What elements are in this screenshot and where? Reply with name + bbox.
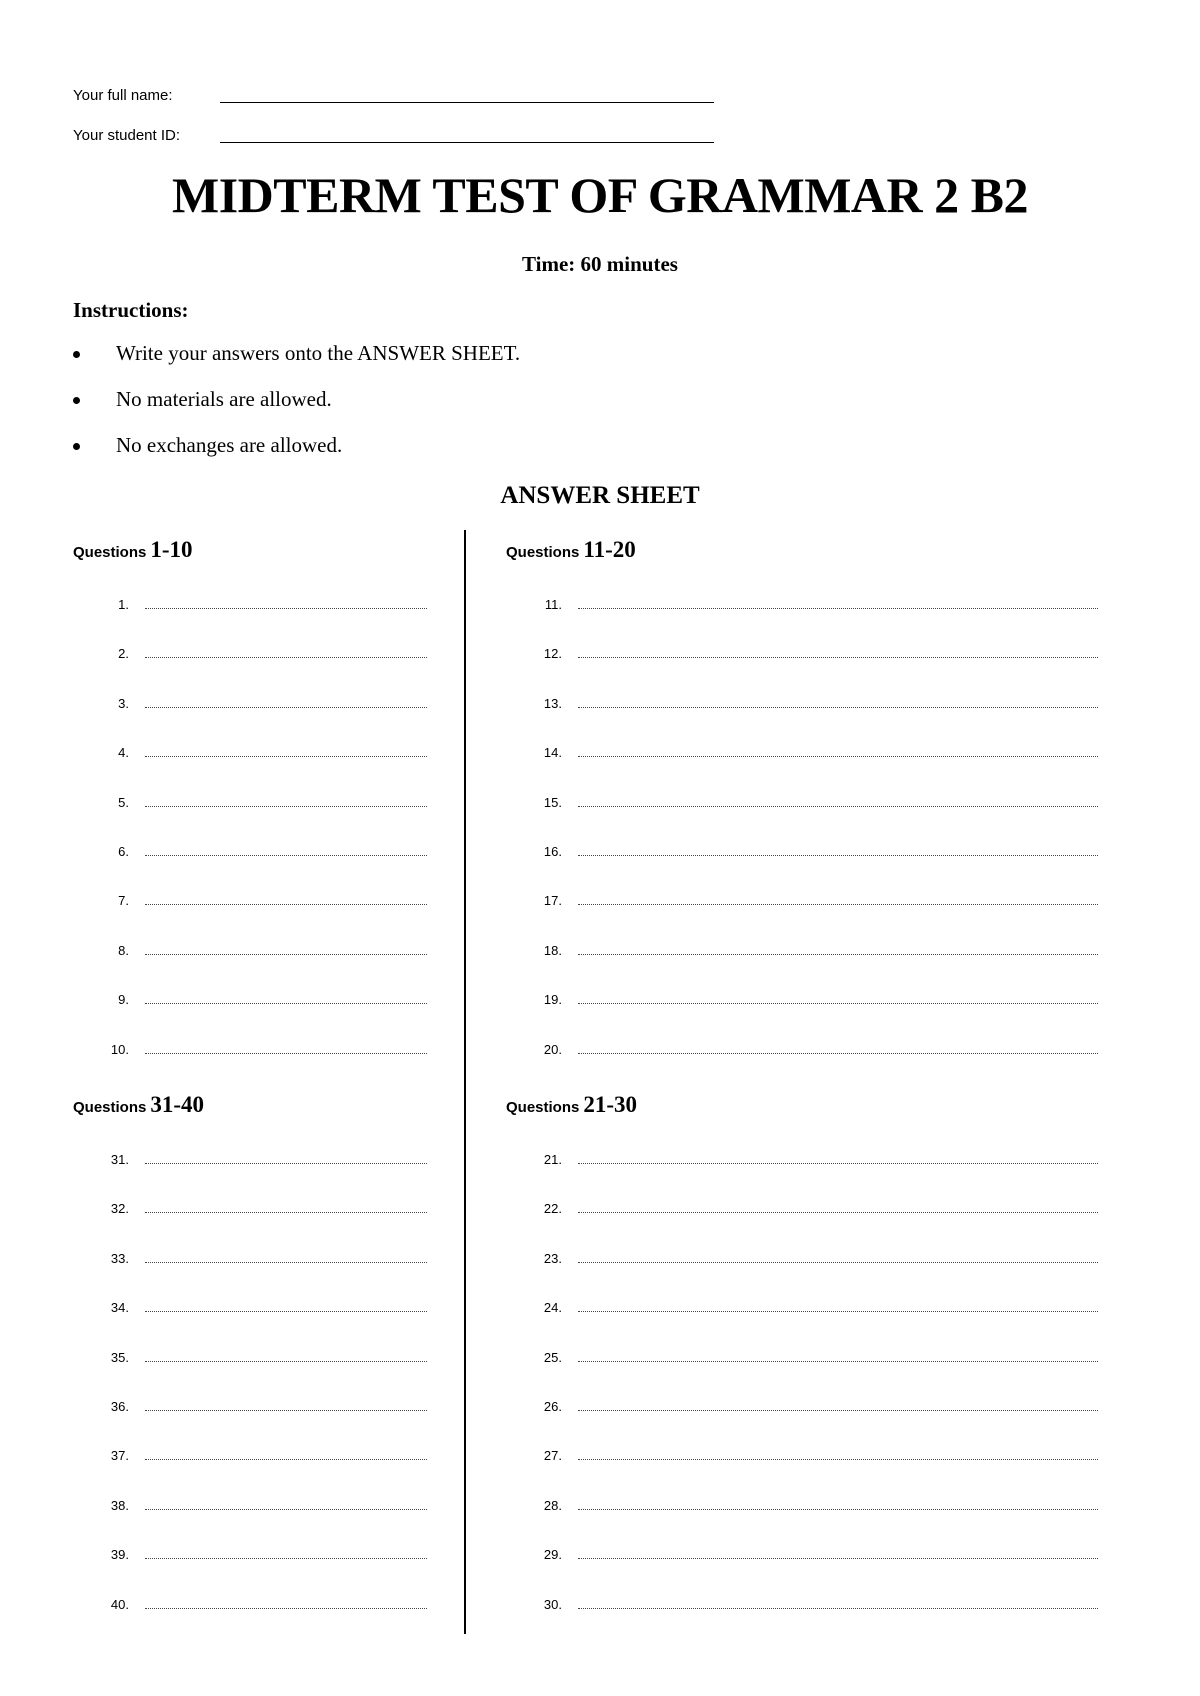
question-number: 35.: [110, 1349, 129, 1365]
question-number: 1.: [118, 597, 129, 612]
question-number: 10.: [110, 1041, 129, 1057]
answer-blank[interactable]: [145, 1608, 427, 1609]
question-number: 24.: [543, 1300, 562, 1316]
group-label: Questions: [73, 1099, 147, 1116]
answer-blank[interactable]: [145, 806, 427, 807]
answer-blank[interactable]: [578, 1558, 1098, 1559]
answer-blank[interactable]: [145, 1311, 427, 1312]
instruction-text: Write your answers onto the ANSWER SHEET.: [116, 341, 521, 365]
answer-blank[interactable]: [578, 1163, 1098, 1164]
question-number: 20.: [543, 1041, 562, 1057]
answer-sheet-title: ANSWER SHEET: [500, 482, 700, 509]
question-number: 37.: [110, 1448, 129, 1464]
answer-blank[interactable]: [578, 1053, 1098, 1054]
student-id-field[interactable]: [220, 142, 714, 143]
question-number: 36.: [110, 1398, 129, 1414]
answer-blank[interactable]: [145, 1262, 427, 1263]
group-label: Questions: [73, 544, 147, 561]
answer-blank[interactable]: [578, 806, 1098, 807]
answer-blank[interactable]: [145, 608, 427, 609]
question-number: 21.: [543, 1152, 562, 1167]
group-range: 31-40: [150, 1092, 205, 1117]
question-number: 11.: [544, 597, 562, 612]
answer-blank[interactable]: [578, 904, 1098, 905]
answer-blank[interactable]: [145, 954, 427, 955]
bullet-icon: [73, 397, 80, 404]
group-heading: [73, 537, 193, 563]
instruction-text: No exchanges are allowed.: [116, 433, 343, 457]
answer-blank[interactable]: [578, 1459, 1098, 1460]
full-name-field[interactable]: [220, 102, 714, 103]
question-number: 6.: [118, 843, 129, 859]
question-number: 33.: [110, 1250, 129, 1266]
full-name-row: [73, 87, 173, 104]
time-limit: Time: 60 minutes: [522, 252, 678, 276]
bullet-icon: [73, 443, 80, 450]
answer-blank[interactable]: [145, 1509, 427, 1510]
group-heading: [506, 1092, 637, 1118]
bullet-icon: [73, 351, 80, 358]
answer-blank[interactable]: [578, 756, 1098, 757]
question-number: 9.: [118, 992, 129, 1008]
group-label: Questions: [506, 544, 580, 561]
question-number: 31.: [110, 1152, 129, 1167]
question-number: 28.: [543, 1497, 562, 1513]
question-number: 38.: [110, 1497, 129, 1513]
instruction-text: No materials are allowed.: [116, 387, 332, 411]
answer-blank[interactable]: [145, 1558, 427, 1559]
question-number: 29.: [543, 1547, 562, 1563]
group-heading: [73, 1092, 204, 1118]
answer-blank[interactable]: [578, 1262, 1098, 1263]
question-number: 22.: [543, 1201, 562, 1217]
question-number: 25.: [543, 1349, 562, 1365]
group-range: 21-30: [583, 1092, 638, 1117]
student-id-label: Your student ID:: [73, 127, 181, 144]
answer-blank[interactable]: [145, 1163, 427, 1164]
answer-blank[interactable]: [145, 1053, 427, 1054]
instructions-heading: Instructions:: [73, 298, 189, 322]
question-number: 27.: [543, 1448, 562, 1464]
answer-blank[interactable]: [578, 954, 1098, 955]
column-divider: [464, 530, 466, 1634]
answer-blank[interactable]: [578, 1361, 1098, 1362]
question-number: 26.: [543, 1398, 562, 1414]
question-number: 16.: [543, 843, 562, 859]
question-number: 23.: [543, 1250, 562, 1266]
answer-blank[interactable]: [145, 1410, 427, 1411]
group-label: Questions: [506, 1099, 580, 1116]
question-number: 40.: [110, 1596, 129, 1612]
question-number: 14.: [543, 745, 562, 761]
question-number: 4.: [118, 745, 129, 761]
question-number: 32.: [110, 1201, 129, 1217]
full-name-label: Your full name:: [73, 87, 173, 104]
answer-blank[interactable]: [145, 855, 427, 856]
group-range: 1-10: [150, 537, 193, 562]
question-number: 3.: [118, 695, 129, 711]
group-heading: [506, 537, 636, 563]
answer-blank[interactable]: [578, 1608, 1098, 1609]
answer-blank[interactable]: [578, 657, 1098, 658]
answer-blank[interactable]: [145, 657, 427, 658]
answer-blank[interactable]: [145, 904, 427, 905]
question-number: 30.: [543, 1596, 562, 1612]
question-number: 18.: [543, 942, 562, 958]
answer-blank[interactable]: [578, 608, 1098, 609]
question-number: 2.: [118, 646, 129, 662]
question-number: 19.: [543, 992, 562, 1008]
question-number: 15.: [543, 794, 562, 810]
question-number: 7.: [118, 893, 129, 909]
question-number: 8.: [118, 942, 129, 958]
question-number: 13.: [543, 695, 562, 711]
page-title: MIDTERM TEST OF GRAMMAR 2 B2: [172, 167, 1028, 223]
question-number: 34.: [110, 1300, 129, 1316]
answer-blank[interactable]: [578, 707, 1098, 708]
question-number: 17.: [543, 893, 562, 909]
answer-blank[interactable]: [578, 855, 1098, 856]
answer-blank[interactable]: [578, 1212, 1098, 1213]
answer-blank[interactable]: [145, 1212, 427, 1213]
question-number: 12.: [543, 646, 562, 662]
student-id-row: [73, 127, 180, 144]
question-number: 5.: [118, 794, 129, 810]
answer-blank[interactable]: [578, 1003, 1098, 1004]
answer-blank[interactable]: [145, 707, 427, 708]
answer-blank[interactable]: [145, 1361, 427, 1362]
question-number: 39.: [110, 1547, 129, 1563]
answer-blank[interactable]: [145, 1003, 427, 1004]
answer-blank[interactable]: [578, 1509, 1098, 1510]
answer-blank[interactable]: [578, 1410, 1098, 1411]
answer-blank[interactable]: [145, 1459, 427, 1460]
answer-blank[interactable]: [578, 1311, 1098, 1312]
group-range: 11-20: [583, 537, 636, 562]
answer-blank[interactable]: [145, 756, 427, 757]
